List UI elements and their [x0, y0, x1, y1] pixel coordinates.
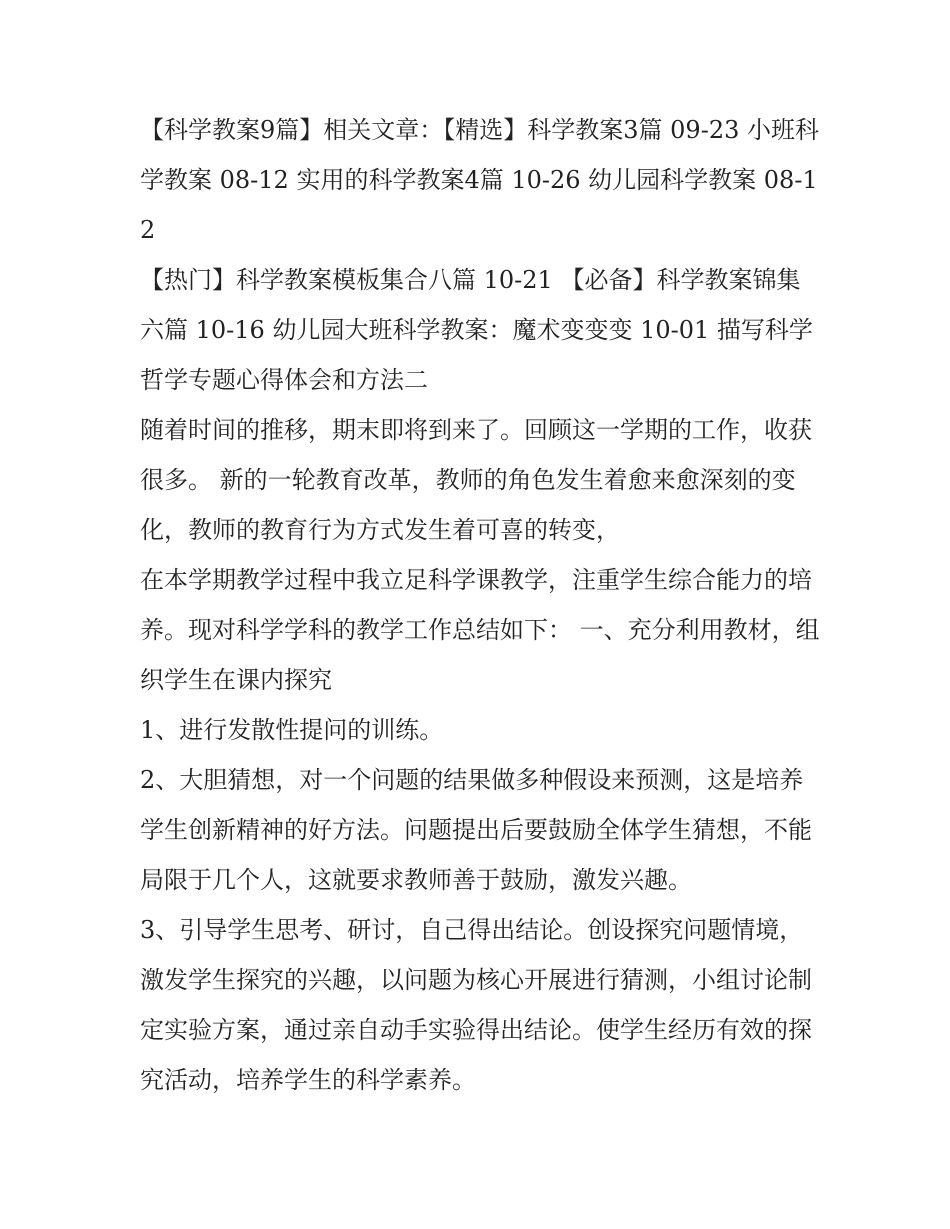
intro-paragraph: 随着时间的推移，期末即将到来了。回顾这一学期的工作，收获很多。 新的一轮教育改革，教师的角色发生着愈来愈深刻的变化，教师的教育行为方式发生着可喜的转变，	[140, 416, 812, 544]
related-articles-paragraph-1: 【科学教案9篇】相关文章：【精选】科学教案3篇 09-23 小班科学教案 08-12 实用的科学教案4篇 10-26 幼儿园科学教案 08-12	[140, 116, 819, 244]
list-item-1: 1、进行发散性提问的训练。	[140, 716, 444, 744]
document-body	[140, 105, 820, 1105]
list-item-3: 3、引导学生思考、研讨，自己得出结论。创设探究问题情境，激发学生探究的兴趣，以问题为核心开展进行猜测，小组讨论制定实验方案，通过亲自动手实验得出结论。使学生经历有效的探究活动，培养学生的科学素养。	[140, 916, 812, 1094]
summary-paragraph: 在本学期教学过程中我立足科学课教学，注重学生综合能力的培养。现对科学学科的教学工作总结如下： 一、充分利用教材，组织学生在课内探究	[140, 566, 820, 694]
list-item-2: 2、大胆猜想，对一个问题的结果做多种假设来预测，这是培养学生创新精神的好方法。问题提出后要鼓励全体学生猜想，不能局限于几个人，这就要求教师善于鼓励，激发兴趣。	[140, 766, 812, 894]
related-articles-paragraph-2: 【热门】科学教案模板集合八篇 10-21 【必备】科学教案锦集六篇 10-16 幼儿园大班科学教案：魔术变变变 10-01 描写科学哲学专题心得体会和方法二	[140, 266, 813, 394]
